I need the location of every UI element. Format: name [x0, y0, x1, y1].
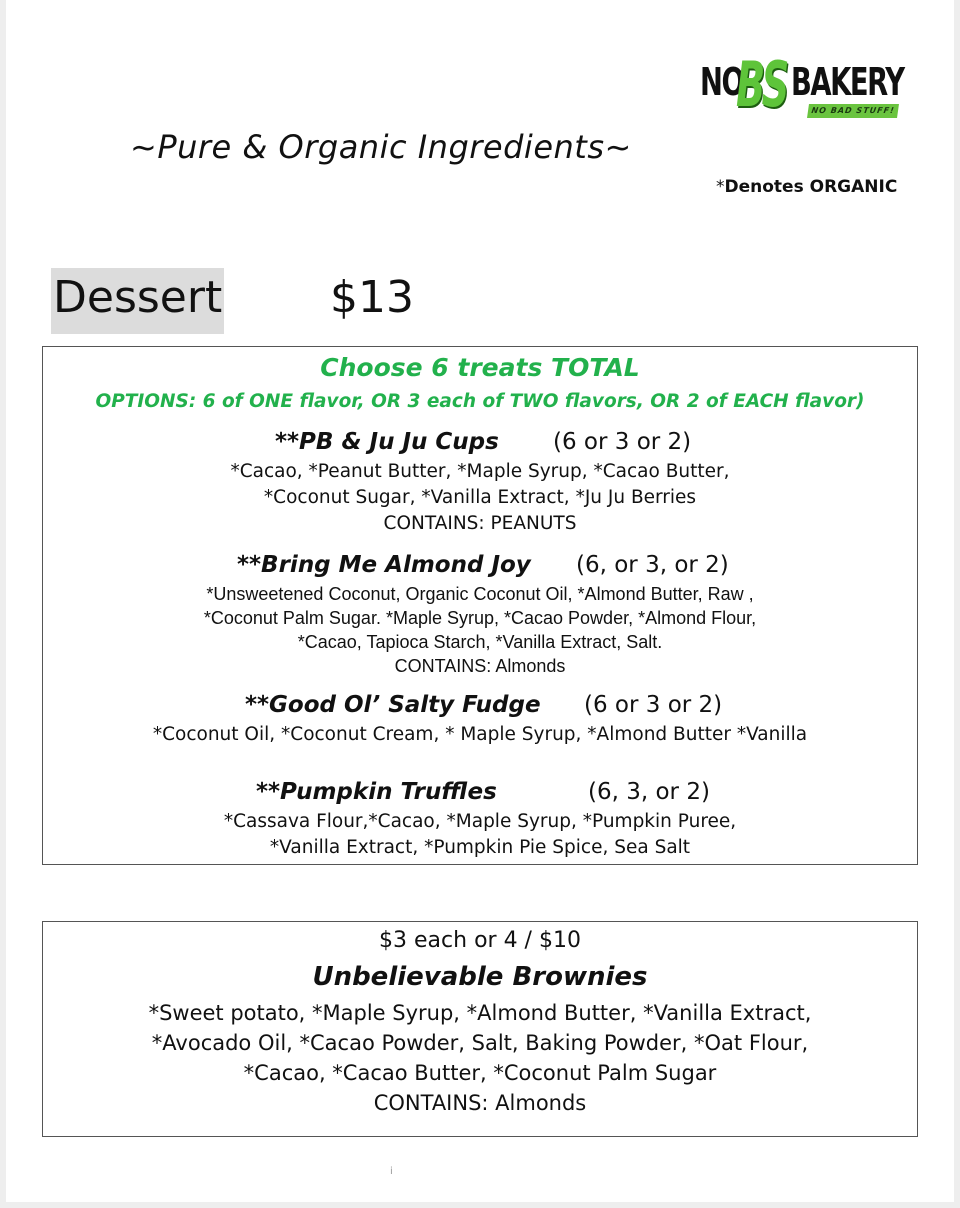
menu-item: [43, 779, 917, 861]
brownie-ingredients: [43, 998, 917, 1118]
bakery-logo: [698, 48, 904, 124]
logo-bakery: BAKERY: [791, 60, 904, 104]
logo-tagline: NO BAD STUFF!: [807, 104, 899, 118]
item-contains: CONTAINS: PEANUTS: [383, 513, 577, 534]
item-ingredients-line: *Cacao, Tapioca Starch, *Vanilla Extract, Salt.: [297, 632, 663, 652]
item-name: **Bring Me Almond Joy: [237, 552, 531, 578]
item-name: **Pumpkin Truffles: [256, 779, 497, 805]
menu-item: [43, 429, 917, 537]
logo-bs: BS: [736, 48, 786, 121]
brownie-ingredients-line: *Sweet potato, *Maple Syrup, *Almond Butter, *Vanilla Extract,: [148, 1001, 812, 1025]
item-quantity: (6 or 3 or 2): [553, 429, 692, 455]
page-headline: ~Pure & Organic Ingredients~: [130, 128, 632, 166]
brownie-name: Unbelievable Brownies: [312, 962, 648, 992]
item-quantity: (6, 3, or 2): [588, 779, 710, 805]
dessert-options-box: [42, 346, 918, 865]
brownie-ingredients-line: *Avocado Oil, *Cacao Powder, Salt, Baking Powder, *Oat Flour,: [151, 1031, 809, 1055]
options-note: OPTIONS: 6 of ONE flavor, OR 3 each of TWO flavors, OR 2 of EACH flavor): [95, 391, 865, 412]
item-quantity: (6, or 3, or 2): [576, 552, 729, 578]
item-name: **PB & Ju Ju Cups: [275, 429, 499, 455]
page-edge-bottom: [0, 1202, 960, 1208]
item-quantity: (6 or 3 or 2): [584, 692, 723, 718]
page-edge-left: [0, 0, 6, 1208]
page-edge-right: [954, 0, 960, 1208]
organic-note: [716, 177, 897, 197]
logo-no: NO: [700, 60, 744, 104]
item-contains: CONTAINS: Almonds: [394, 656, 566, 676]
choose-heading: Choose 6 treats TOTAL: [320, 353, 640, 382]
organic-note-star: *: [716, 177, 725, 197]
item-name: **Good Ol’ Salty Fudge: [245, 692, 541, 718]
organic-note-text: Denotes ORGANIC: [724, 177, 898, 197]
item-ingredients-line: *Unsweetened Coconut, Organic Coconut Oil, *Almond Butter, Raw ,: [206, 584, 754, 604]
section-price: $13: [330, 272, 414, 323]
menu-item: [43, 692, 917, 748]
brownie-box: [42, 921, 918, 1137]
item-ingredients-line: *Coconut Sugar, *Vanilla Extract, *Ju Ju Berries: [263, 487, 697, 508]
item-ingredients-line: *Vanilla Extract, *Pumpkin Pie Spice, Sea Salt: [269, 837, 691, 858]
item-ingredients-line: *Cacao, *Peanut Butter, *Maple Syrup, *Cacao Butter,: [230, 461, 730, 482]
item-ingredients-line: *Cassava Flour,*Cacao, *Maple Syrup, *Pumpkin Puree,: [223, 811, 737, 832]
brownie-ingredients-line: *Cacao, *Cacao Butter, *Coconut Palm Sugar: [243, 1061, 717, 1085]
section-title: Dessert: [51, 268, 224, 334]
item-ingredients-line: *Coconut Oil, *Coconut Cream, * Maple Syrup, *Almond Butter *Vanilla: [152, 724, 808, 745]
item-ingredients-line: *Coconut Palm Sugar. *Maple Syrup, *Cacao Powder, *Almond Flour,: [203, 608, 757, 628]
brownie-price: $3 each or 4 / $10: [379, 928, 581, 953]
footer-mark: i: [390, 1166, 393, 1177]
menu-item: [43, 552, 917, 678]
brownie-contains: CONTAINS: Almonds: [373, 1091, 587, 1115]
